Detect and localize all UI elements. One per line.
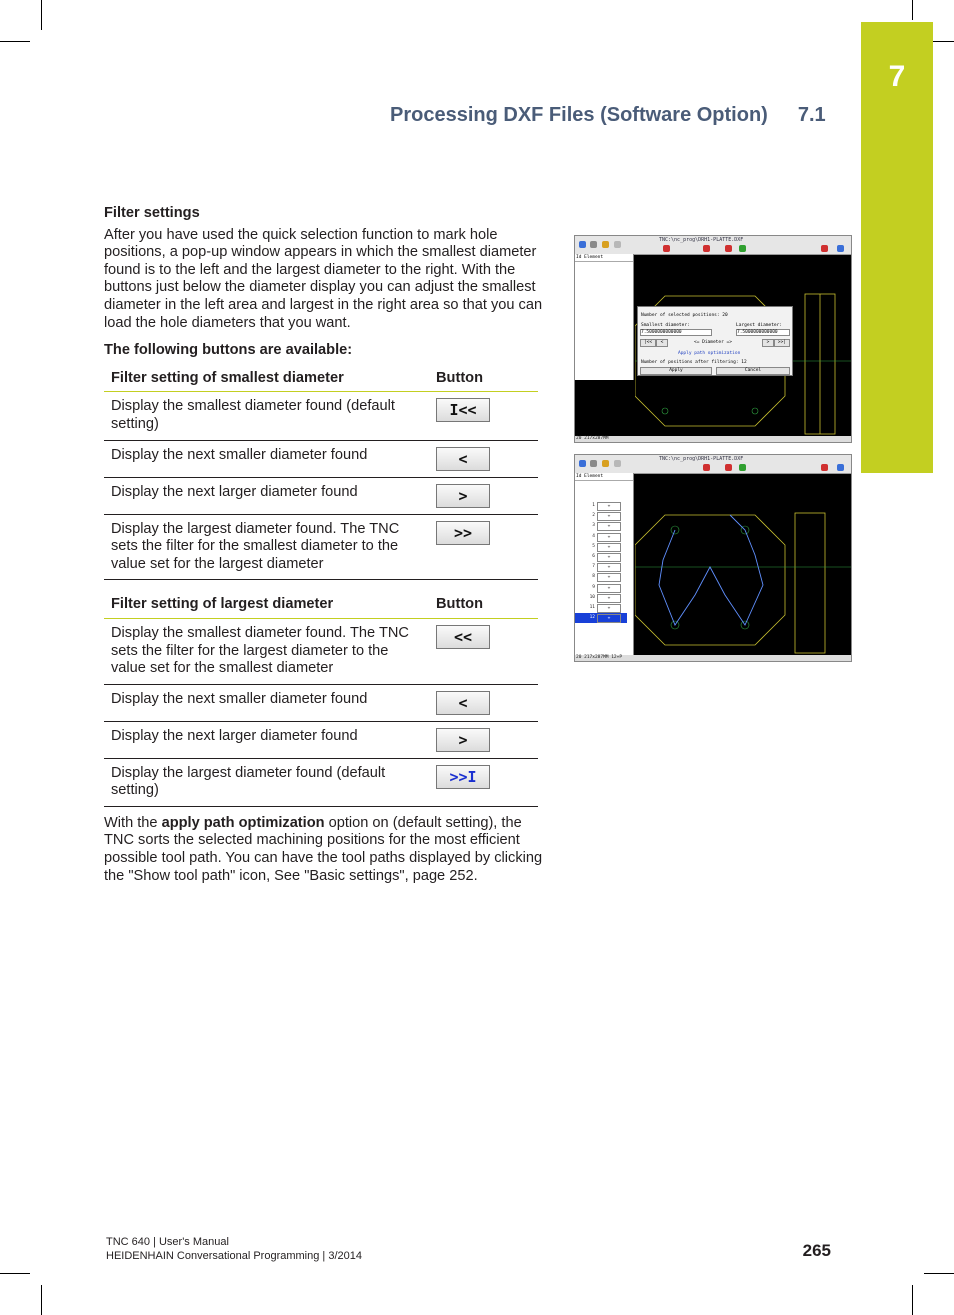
item-marker: + — [597, 502, 621, 511]
item-marker: + — [597, 512, 621, 521]
button-cell — [429, 684, 538, 721]
largest-label: Largest diameter: — [736, 323, 783, 328]
window-title: TNC:\nc_prog\DRH1-PLATTE.DXF — [659, 456, 744, 462]
target-icon[interactable] — [703, 245, 710, 252]
softkey-button[interactable]: < — [436, 447, 490, 471]
item-marker: + — [597, 594, 621, 603]
item-id: 9 — [592, 584, 595, 590]
smallest-prev-button[interactable]: < — [656, 339, 668, 347]
crop-mark — [912, 1285, 913, 1315]
button-cell — [429, 440, 538, 477]
select-icon[interactable] — [614, 241, 621, 248]
list-item[interactable] — [575, 521, 627, 531]
table-row — [104, 758, 538, 806]
running-header — [390, 104, 826, 127]
after-filter-count: Number of positions after filtering: 12 — [641, 360, 747, 365]
element-list-panel — [575, 473, 634, 655]
item-marker: + — [597, 584, 621, 593]
item-id: 3 — [592, 523, 595, 529]
largest-next-button[interactable]: > — [762, 339, 774, 347]
largest-value: 7.5000000000000 — [737, 330, 778, 335]
softkey-button[interactable]: >> — [436, 521, 490, 545]
check-icon[interactable] — [739, 464, 746, 471]
smallest-first-button[interactable]: |<< — [640, 339, 656, 347]
select-icon[interactable] — [614, 460, 621, 467]
item-marker: + — [597, 604, 621, 613]
chapter-tab — [861, 22, 933, 473]
row-description: Display the next larger diameter found — [104, 721, 429, 758]
list-item[interactable] — [575, 593, 627, 603]
item-id: 4 — [592, 533, 595, 539]
screenshot-tool-path — [574, 454, 852, 662]
item-id: 8 — [592, 574, 595, 580]
softkey-button[interactable]: < — [436, 691, 490, 715]
softkey-button[interactable]: << — [436, 625, 490, 649]
header-title: Processing DXF Files (Software Option) — [390, 104, 768, 126]
check-icon[interactable] — [739, 245, 746, 252]
filter-dialog — [637, 306, 793, 376]
smallest-diameter-table — [104, 362, 538, 581]
row-description: Display the next smaller diameter found — [104, 440, 429, 477]
target-icon[interactable] — [703, 464, 710, 471]
list-item[interactable] — [575, 542, 627, 552]
list-item[interactable] — [575, 552, 627, 562]
layer-icon[interactable] — [602, 241, 609, 248]
target-icon[interactable] — [663, 245, 670, 252]
header-section: 7.1 — [797, 104, 826, 126]
list-item[interactable] — [575, 572, 627, 582]
list-item[interactable] — [575, 603, 627, 613]
settings-icon[interactable] — [590, 460, 597, 467]
close-icon[interactable] — [821, 245, 828, 252]
softkey-button[interactable]: I<< — [436, 398, 490, 422]
closing-text: option on (default setting), the TNC sorts the selected machining positions for the most efficient possible tool path. You can have the tool paths displayed by clicking the "Show tool path" icon, See "Basic settings", page 252. — [104, 814, 543, 884]
crop-mark — [41, 1285, 42, 1315]
settings-icon[interactable] — [590, 241, 597, 248]
row-description: Display the next larger diameter found — [104, 477, 429, 514]
toolbar — [575, 455, 851, 474]
cancel-button[interactable]: Cancel — [716, 367, 790, 375]
smallest-diameter-field[interactable] — [640, 329, 712, 336]
table-header: Filter setting of smallest diameter — [104, 362, 429, 392]
layer-icon[interactable] — [602, 460, 609, 467]
item-id: 11 — [589, 604, 595, 610]
button-cell — [429, 618, 538, 684]
button-cell — [429, 514, 538, 580]
window-title: TNC:\nc_prog\DRH1-PLATTE.DXF — [659, 237, 744, 243]
diameter-text: <= Diameter => — [694, 340, 732, 345]
element-list-panel — [575, 254, 634, 380]
status-bar: 20 217x287MM — [575, 436, 851, 442]
softkey-button[interactable]: > — [436, 484, 490, 508]
list-item[interactable] — [575, 532, 627, 542]
softkey-button[interactable]: >>I — [436, 765, 490, 789]
open-icon[interactable] — [579, 460, 586, 467]
item-marker: + — [597, 614, 621, 623]
table-row — [104, 392, 538, 440]
button-cell — [429, 392, 538, 440]
chapter-number: 7 — [888, 60, 906, 93]
row-description: Display the largest diameter found. The TNC sets the filter for the smallest diameter to the value set for the largest diameter — [104, 514, 429, 580]
item-marker: + — [597, 563, 621, 572]
row-description: Display the smallest diameter found (default setting) — [104, 392, 429, 440]
screenshot-filter-dialog — [574, 235, 852, 443]
table-row — [104, 477, 538, 514]
footer-line: TNC 640 | User's Manual — [106, 1236, 229, 1248]
section-heading: Filter settings — [104, 205, 200, 221]
item-id: 12 — [589, 615, 595, 621]
optimize-checkbox[interactable]: Apply path optimization — [678, 351, 741, 356]
apply-button[interactable]: Apply — [640, 367, 712, 375]
buttons-heading: The following buttons are available: — [104, 342, 353, 359]
table-row — [104, 721, 538, 758]
element-list — [575, 501, 627, 623]
table-row — [104, 440, 538, 477]
help-icon[interactable] — [837, 245, 844, 252]
list-item[interactable] — [575, 562, 627, 572]
toolbar — [575, 236, 851, 255]
row-description: Display the next smaller diameter found — [104, 684, 429, 721]
option-name: apply path optimization — [161, 814, 325, 831]
table-header: Filter setting of largest diameter — [104, 588, 429, 618]
list-header: Id Element — [575, 254, 633, 262]
item-id: 7 — [592, 564, 595, 570]
button-cell — [429, 477, 538, 514]
item-id: 10 — [589, 594, 595, 600]
table-header: Button — [429, 362, 538, 392]
selected-count: Number of selected positions: 20 — [641, 313, 728, 318]
item-marker: + — [597, 573, 621, 582]
crop-mark — [0, 41, 30, 42]
item-marker: + — [597, 553, 621, 562]
row-description: Display the smallest diameter found. The TNC sets the filter for the largest diameter to the value set for the smallest diameter — [104, 618, 429, 684]
status-bar: 20 217x287MM 12+P — [575, 655, 851, 661]
footer-line: HEIDENHAIN Conversational Programming | 3/2014 — [106, 1250, 362, 1262]
largest-diameter-table — [104, 588, 538, 807]
open-icon[interactable] — [579, 241, 586, 248]
item-marker: + — [597, 543, 621, 552]
largest-diameter-field[interactable] — [736, 329, 790, 336]
intro-paragraph: After you have used the quick selection function to mark hole positions, a pop-up window appears in which the smallest diameter found is to the left and the largest diameter to the right. With the buttons just below the diameter display you can adjust the smallest diameter in the left area and largest in the right area so that you can load the hole diameters that you want. — [104, 226, 543, 331]
list-header: Id Element — [575, 473, 633, 481]
list-item[interactable] — [575, 583, 627, 593]
item-id: 2 — [592, 513, 595, 519]
row-description: Display the largest diameter found (default setting) — [104, 758, 429, 806]
item-marker: + — [597, 522, 621, 531]
table-row — [104, 514, 538, 580]
page-footer — [106, 1235, 362, 1263]
item-marker: + — [597, 533, 621, 542]
main-content — [104, 205, 544, 895]
smallest-value: 7.5000000000000 — [641, 330, 682, 335]
crop-mark — [0, 1273, 30, 1274]
list-item[interactable] — [575, 501, 627, 511]
page-number: 265 — [802, 1241, 831, 1260]
table-row — [104, 684, 538, 721]
largest-last-button[interactable]: >>| — [774, 339, 790, 347]
crop-mark — [912, 0, 913, 20]
help-icon[interactable] — [837, 464, 844, 471]
target-icon[interactable] — [725, 245, 732, 252]
crop-mark — [41, 0, 42, 30]
list-item[interactable] — [575, 613, 627, 623]
list-item[interactable] — [575, 511, 627, 521]
softkey-button[interactable]: > — [436, 728, 490, 752]
item-id: 1 — [592, 503, 595, 508]
item-id: 6 — [592, 553, 595, 559]
table-header: Button — [429, 588, 538, 618]
closing-text: With the — [104, 814, 162, 831]
button-cell — [429, 721, 538, 758]
table-row — [104, 618, 538, 684]
smallest-label: Smallest diameter: — [641, 323, 690, 328]
crop-mark — [924, 1273, 954, 1274]
dxf-drawing — [635, 475, 851, 655]
close-icon[interactable] — [821, 464, 828, 471]
closing-paragraph — [104, 815, 544, 885]
button-cell — [429, 758, 538, 806]
item-id: 5 — [592, 543, 595, 549]
target-icon[interactable] — [725, 464, 732, 471]
